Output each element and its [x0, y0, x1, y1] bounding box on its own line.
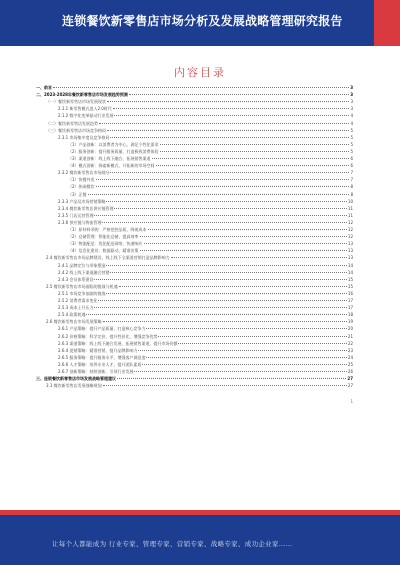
toc-entry[interactable]	[36, 91, 353, 98]
toc-entry-page: 13	[347, 248, 353, 254]
toc-entry-title: 2.6.2 价格策略：科学定价，提升性价比，增强竞争优势	[58, 333, 158, 339]
toc-entry-title: 二、2023-2028年餐饮新零售店市场发展趋势预测	[36, 92, 128, 98]
toc-entry[interactable]	[58, 212, 353, 219]
toc-dot-leader	[148, 229, 347, 230]
toc-entry-title: （2）服务创新：提升服务质量，打造极致消费体验	[68, 148, 159, 154]
toc-dot-leader	[103, 385, 347, 386]
toc-entry[interactable]	[58, 112, 353, 119]
toc-entry-page: 12	[347, 227, 353, 232]
toc-entry-title: （2）仓储管理：智能化仓储，提高效率	[68, 234, 139, 240]
toc-entry-title: （1）产品创新：以消费者为中心，满足个性化需求	[68, 141, 159, 147]
toc-entry-title: 2.1.1 新零售模式进入2.0时代	[58, 106, 112, 112]
toc-entry-title: 三、连锁餐饮新零售店市场发展战略管理建议	[36, 376, 116, 382]
toc-entry-page: 18	[347, 312, 353, 318]
toc-entry-page: 15	[347, 276, 353, 282]
toc-entry[interactable]	[58, 297, 353, 304]
toc-entry-page: 7	[350, 177, 353, 183]
toc-entry-page: 6	[350, 156, 353, 161]
toc-entry[interactable]	[58, 333, 353, 340]
toc-dot-leader	[144, 243, 347, 244]
toc-entry-page: 22	[347, 340, 353, 346]
toc-dot-leader	[110, 272, 346, 273]
toc-dot-leader	[107, 130, 349, 131]
toc-entry-page: 27	[347, 376, 353, 382]
toc-entry[interactable]	[68, 183, 353, 190]
toc-entry[interactable]	[68, 226, 353, 233]
toc-entry[interactable]	[68, 176, 353, 183]
toc-dot-leader	[103, 321, 347, 322]
toc-dot-leader	[94, 307, 346, 308]
toc-dot-leader	[114, 115, 349, 116]
toc-entry-title: （1）原材料采购：严格把控品质，降低成本	[68, 227, 147, 232]
toc-entry-page: 13	[347, 241, 353, 247]
toc-entry[interactable]	[68, 240, 353, 247]
toc-entry-page: 16	[347, 290, 353, 296]
toc-dot-leader	[152, 158, 350, 159]
toc-entry-page: 10	[347, 198, 353, 204]
toc-entry-title: 一、前言	[36, 85, 52, 90]
toc-entry[interactable]	[58, 169, 353, 176]
toc-entry-page: 15	[347, 283, 353, 289]
toc-entry[interactable]	[36, 375, 353, 382]
toc-entry-title: （1）快餐外卖	[68, 177, 95, 183]
toc-entry[interactable]	[58, 205, 353, 212]
toc-entry-page: 3	[350, 92, 353, 98]
toc-entry-title: 2.1.2 数字化变革驱动行业发展	[58, 113, 114, 119]
toc-entry-title: （4）信息化建设：数据驱动，精准决策	[68, 248, 139, 254]
toc-entry[interactable]	[58, 269, 353, 276]
toc-dot-leader	[158, 336, 346, 337]
toc-entry-title: 2.6.4 促销策略：精准营销，提升品牌影响力	[58, 347, 138, 353]
toc-entry-page: 11	[347, 212, 353, 218]
toc-entry[interactable]	[46, 127, 353, 134]
toc-entry-title: 2.6 餐饮新零售店市场发展策略	[46, 319, 102, 325]
toc-entry-page: 4	[350, 113, 353, 119]
toc-entry[interactable]	[68, 191, 353, 198]
toc-entry[interactable]	[68, 155, 353, 162]
toc-entry[interactable]	[68, 162, 353, 169]
toc-entry-title: 2.6.1 产品策略：提升产品质量，打造核心竞争力	[58, 326, 146, 332]
toc-dot-leader	[110, 172, 349, 173]
toc-dot-leader	[107, 101, 349, 102]
toc-entry[interactable]	[68, 247, 353, 254]
toc-entry-page: 11	[347, 205, 353, 211]
toc-entry-title: （3）正餐	[68, 191, 87, 197]
toc-entry-title: （2）休闲餐饮	[68, 184, 95, 190]
toc-entry[interactable]	[58, 276, 353, 283]
toc-dot-leader	[88, 194, 350, 195]
toc-entry[interactable]	[68, 141, 353, 148]
toc-dot-leader	[138, 350, 346, 351]
toc-entry-title: 2.3.3 产品及市场营销策略	[58, 198, 106, 204]
toc-dot-leader	[113, 108, 350, 109]
page-number: 1	[350, 399, 353, 404]
report-footer-banner	[0, 510, 400, 565]
toc-dot-leader	[53, 87, 349, 88]
toc-dot-leader	[134, 371, 346, 372]
toc-entry[interactable]	[58, 361, 353, 368]
toc-dot-leader	[96, 186, 350, 187]
toc-entry-page: 12	[347, 219, 353, 225]
toc-dot-leader	[140, 236, 347, 237]
toc-entry-title: 2.3.2 餐饮新零售店市场细分	[58, 170, 110, 176]
footer-slogan: 让每个人都能成为 行业专家、管理专家、营销专家、战略专家、成功企业家……	[52, 540, 293, 548]
toc-entry-title: 2.5.1 市场竞争加剧的挑战	[58, 290, 106, 296]
toc-dot-leader	[106, 201, 346, 202]
toc-dot-leader	[140, 250, 347, 251]
toc-entry-page: 5	[350, 127, 353, 133]
toc-entry-page: 17	[347, 298, 353, 303]
toc-entry-page: 5	[350, 141, 353, 147]
toc-entry-title: 2.6.6 人才策略：培养专业人才，提升团队素质	[58, 361, 142, 367]
toc-dot-leader	[146, 357, 346, 358]
toc-dot-leader	[96, 179, 350, 180]
toc-entry-page: 3	[350, 99, 353, 105]
toc-entry-page: 4	[350, 120, 353, 126]
toc-entry-page: 21	[347, 333, 353, 339]
toc-dot-leader	[110, 137, 349, 138]
toc-entry-page: 8	[350, 184, 353, 190]
toc-entry-page: 13	[347, 255, 353, 261]
toc-dot-leader	[102, 222, 346, 223]
toc-dot-leader	[160, 144, 350, 145]
toc-entry[interactable]	[58, 354, 353, 361]
toc-entry-page: 19	[347, 319, 353, 325]
toc-entry[interactable]	[58, 290, 353, 297]
toc-entry-page: 14	[347, 262, 353, 268]
toc-entry-title: （一）餐饮新零售店市场发展现状	[46, 99, 106, 105]
toc-entry[interactable]	[46, 283, 353, 290]
toc-entry-title: 2.3.4 餐饮新零售店供应链管理	[58, 205, 114, 211]
toc-heading: 内容目录	[174, 66, 226, 79]
toc-entry-title: 2.5.4 政策机遇	[58, 312, 86, 318]
toc-dot-leader	[171, 257, 347, 258]
toc-entry-page: 7	[350, 170, 353, 176]
toc-dot-leader	[119, 286, 347, 287]
toc-entry[interactable]	[68, 148, 353, 155]
toc-entry[interactable]	[58, 134, 353, 141]
toc-dot-leader	[146, 328, 346, 329]
toc-entry-title: 2.5 餐饮新零售店市场面临的挑战与机遇	[46, 283, 118, 289]
toc-dot-leader	[142, 364, 346, 365]
toc-entry[interactable]	[46, 382, 353, 389]
toc-entry-title: （4）模式创新：探索新模式，开拓新的市场空间	[68, 163, 155, 169]
toc-entry-title: （三）餐饮新零售店市场竞争格局	[46, 127, 106, 133]
toc-entry[interactable]	[58, 105, 353, 112]
toc-dot-leader	[106, 265, 346, 266]
report-header-banner	[0, 0, 400, 46]
toc-dot-leader	[94, 279, 346, 280]
toc-entry-title: 2.4.2 线上线下渠道融合营销	[58, 269, 110, 275]
toc-dot-leader	[129, 94, 349, 95]
toc-entry[interactable]	[46, 254, 353, 261]
toc-entry-page: 6	[350, 163, 353, 169]
toc-entry-page: 17	[347, 305, 353, 311]
toc-entry-title: 2.3.1 市场集中度及竞争格局	[58, 134, 110, 140]
toc-entry-title: 2.5.3 成本上升压力	[58, 305, 94, 311]
toc-entry-page: 5	[350, 148, 353, 154]
toc-entry-page: 5	[350, 134, 353, 140]
toc-entry-page: 26	[347, 369, 353, 374]
toc-dot-leader	[94, 215, 346, 216]
toc-entry-page: 24	[347, 354, 353, 360]
toc-dot-leader	[178, 343, 346, 344]
toc-entry-page: 27	[347, 383, 353, 389]
toc-entry-page: 3	[350, 85, 353, 90]
toc-entry[interactable]	[58, 311, 353, 318]
footer-red-stripe	[0, 510, 400, 515]
toc-dot-leader	[99, 123, 349, 124]
toc-entry-title: 2.5.2 消费者需求变化	[58, 298, 98, 303]
toc-entry-title: 2.6.5 服务策略：提升服务水平，增强客户满意度	[58, 354, 146, 360]
toc-entry-title: 2.3.5 门店运营管理	[58, 212, 94, 218]
toc-entry[interactable]	[58, 198, 353, 205]
toc-entry-page: 14	[347, 269, 353, 275]
toc-entry-title: （3）物流配送：优化配送网络，快速响应	[68, 241, 143, 247]
toc-entry[interactable]	[46, 120, 353, 127]
toc-entry-page: 20	[347, 326, 353, 332]
toc-entry-page: 25	[347, 361, 353, 367]
toc-dot-leader	[106, 293, 346, 294]
toc-entry-title: 2.3.6 供应链与物流管理	[58, 219, 102, 225]
toc-entry[interactable]	[68, 233, 353, 240]
toc-entry-title: 2.6.7 创新策略：持续创新，引领行业发展	[58, 369, 134, 374]
toc-entry[interactable]	[58, 262, 353, 269]
toc-entry-page: 8	[350, 191, 353, 197]
toc-entry[interactable]	[58, 304, 353, 311]
toc-entry[interactable]	[58, 219, 353, 226]
toc-entry[interactable]	[46, 318, 353, 325]
toc-entry[interactable]	[46, 98, 353, 105]
header-red-stripe	[374, 0, 400, 46]
report-title: 连锁餐饮新零售店市场分析及发展战略管理研究报告	[62, 14, 343, 28]
toc-dot-leader	[117, 378, 346, 379]
toc-entry-title: 3.1 餐饮新零售店发展战略规划	[46, 383, 102, 389]
toc-dot-leader	[156, 165, 350, 166]
toc-entry[interactable]	[58, 368, 353, 375]
toc-dot-leader	[98, 300, 346, 301]
toc-entry[interactable]	[58, 347, 353, 354]
toc-entry-title: 2.4.3 会员体系建设	[58, 276, 94, 282]
toc-dot-leader	[114, 208, 346, 209]
toc-dot-leader	[160, 151, 350, 152]
toc-entry-title: 2.4.1 品牌定位与形象塑造	[58, 262, 106, 268]
toc-entry-title: 2.4 餐饮新零售店市场品牌建设，线上线下全渠道营销打造品牌影响力	[46, 255, 170, 261]
toc-entry[interactable]	[58, 340, 353, 347]
toc-entry-title: 2.6.3 渠道策略：线上线下融合发展，拓展销售渠道，提升市场份额	[58, 340, 178, 346]
toc-entry-title: （3）渠道创新：线上线下融合，拓展销售渠道	[68, 156, 151, 161]
toc-dot-leader	[86, 314, 346, 315]
toc-entry-title: （二）餐饮新零售店发展趋势	[46, 120, 98, 126]
toc-entry-page: 23	[347, 347, 353, 353]
toc-entry-page: 12	[347, 234, 353, 240]
toc-entry-page: 3	[350, 106, 353, 112]
toc-entry[interactable]	[58, 325, 353, 332]
toc-entry[interactable]	[36, 84, 353, 91]
